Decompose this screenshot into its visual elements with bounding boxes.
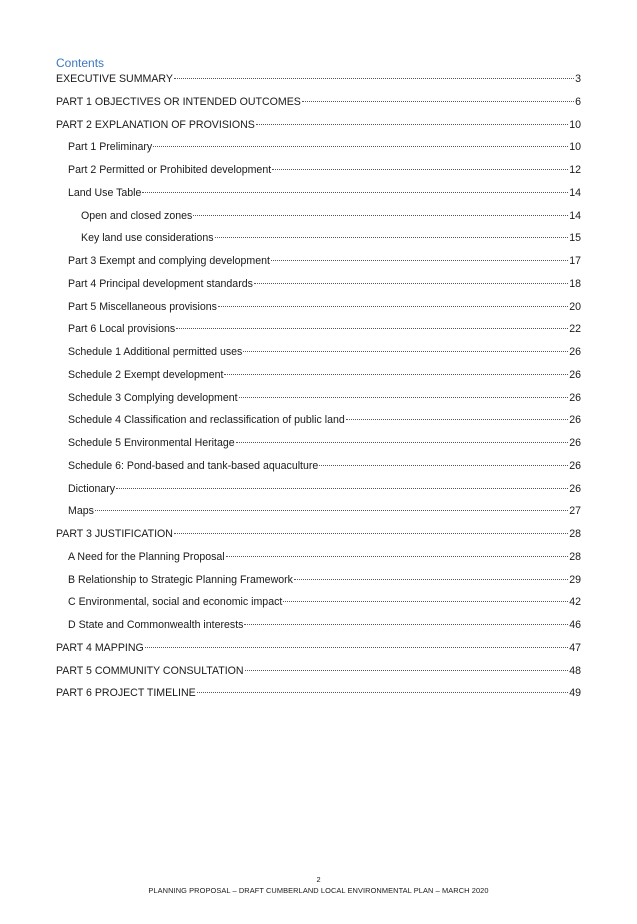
toc-entry[interactable] <box>56 595 581 618</box>
toc-entry-page-number: 18 <box>569 277 581 290</box>
toc-entry-title: Open and closed zones <box>81 209 193 222</box>
toc-entry-title: D State and Commonwealth interests <box>68 619 244 631</box>
toc-entry-title: Land Use Table <box>68 186 142 199</box>
toc-entry-title: Dictionary <box>68 482 116 495</box>
footer-page-number: 2 <box>316 875 321 884</box>
toc-entry-page-number: 26 <box>569 482 581 495</box>
toc-entry[interactable] <box>56 140 581 163</box>
toc-dot-leader <box>239 396 569 398</box>
toc-entry[interactable] <box>56 391 581 414</box>
toc-entry-page-number: 3 <box>575 73 581 85</box>
toc-dot-leader <box>142 191 568 193</box>
toc-entry-title: Key land use considerations <box>81 232 214 245</box>
toc-entry[interactable] <box>56 300 581 323</box>
footer-document-title: PLANNING PROPOSAL – DRAFT CUMBERLAND LOCAL ENVIRONMENTAL PLAN – MARCH 2020 <box>148 886 489 895</box>
toc-entry-page-number: 14 <box>569 186 581 199</box>
toc-entry[interactable] <box>56 345 581 368</box>
toc-entry-title: Part 4 Principal development standards <box>68 277 253 290</box>
toc-entry-page-number: 26 <box>569 459 581 472</box>
toc-entry-page-number: 26 <box>569 346 581 358</box>
toc-dot-leader <box>243 350 568 352</box>
toc-dot-leader <box>197 691 568 693</box>
toc-dot-leader <box>218 305 568 307</box>
toc-entry-title: A Need for the Planning Proposal <box>68 550 225 563</box>
toc-dot-leader <box>272 168 568 170</box>
toc-entry-page-number: 10 <box>569 141 581 154</box>
toc-entry-page-number: 49 <box>569 687 581 700</box>
toc-entry[interactable] <box>56 413 581 436</box>
toc-entry-page-number: 15 <box>569 232 581 245</box>
toc-entry[interactable] <box>56 459 581 482</box>
toc-dot-leader <box>116 487 568 489</box>
toc-entry-title: Schedule 6: Pond-based and tank-based aquaculture <box>68 459 319 472</box>
toc-entry[interactable] <box>56 504 581 527</box>
toc-entry-page-number: 22 <box>569 323 581 336</box>
toc-dot-leader <box>174 77 574 79</box>
toc-dot-leader <box>95 509 568 511</box>
toc-entry-title: PART 1 OBJECTIVES OR INTENDED OUTCOMES <box>56 95 301 108</box>
toc-dot-leader <box>245 669 569 671</box>
toc-entry-page-number: 26 <box>569 437 581 449</box>
toc-dot-leader <box>346 418 568 420</box>
toc-entry-title: PART 2 EXPLANATION OF PROVISIONS <box>56 118 255 131</box>
toc-entry-page-number: 26 <box>569 368 581 381</box>
toc-entry[interactable] <box>56 436 581 459</box>
toc-entry-page-number: 29 <box>569 573 581 586</box>
toc-dot-leader <box>244 623 568 625</box>
toc-entry-title: Schedule 4 Classification and reclassification of public land <box>68 414 345 427</box>
toc-entry-title: PART 3 JUSTIFICATION <box>56 528 173 540</box>
toc-entry-title: Schedule 5 Environmental Heritage <box>68 437 235 449</box>
toc-dot-leader <box>224 373 568 375</box>
toc-entry[interactable] <box>56 277 581 300</box>
toc-entry[interactable] <box>56 664 581 687</box>
toc-dot-leader <box>302 100 574 102</box>
toc-entry[interactable] <box>56 368 581 391</box>
toc-dot-leader <box>226 555 569 557</box>
toc-entry-title: Schedule 1 Additional permitted uses <box>68 346 243 358</box>
toc-entry[interactable] <box>56 550 581 573</box>
toc-entry-title: Part 5 Miscellaneous provisions <box>68 300 217 313</box>
toc-entry-title: Part 2 Permitted or Prohibited development <box>68 164 272 176</box>
toc-entry-title: Schedule 2 Exempt development <box>68 368 224 381</box>
toc-dot-leader <box>271 259 568 261</box>
toc-entry[interactable] <box>56 209 581 232</box>
toc-entry-title: Part 3 Exempt and complying development <box>68 255 270 267</box>
toc-entry-page-number: 47 <box>569 641 581 654</box>
toc-dot-leader <box>145 646 568 648</box>
toc-entry-title: Part 6 Local provisions <box>68 323 176 336</box>
toc-dot-leader <box>215 236 569 238</box>
toc-dot-leader <box>193 214 568 216</box>
toc-entry-page-number: 28 <box>569 550 581 563</box>
toc-entry-title: Maps <box>68 505 94 518</box>
toc-dot-leader <box>174 532 568 534</box>
toc-entry-page-number: 20 <box>569 300 581 313</box>
toc-entry-page-number: 26 <box>569 414 581 427</box>
toc-entry-page-number: 48 <box>569 664 581 677</box>
table-of-contents <box>56 72 581 709</box>
toc-entry-page-number: 46 <box>569 619 581 631</box>
toc-entry-page-number: 12 <box>569 164 581 176</box>
toc-entry-title: EXECUTIVE SUMMARY <box>56 73 173 85</box>
toc-dot-leader <box>294 578 568 580</box>
toc-entry-page-number: 42 <box>569 596 581 609</box>
toc-entry[interactable] <box>56 618 581 641</box>
toc-dot-leader <box>256 123 568 125</box>
toc-entry-title: PART 4 MAPPING <box>56 641 144 654</box>
contents-heading: Contents <box>56 56 105 70</box>
toc-entry[interactable] <box>56 527 581 550</box>
toc-entry-title: Part 1 Preliminary <box>68 141 153 154</box>
toc-entry-page-number: 27 <box>569 505 581 518</box>
toc-dot-leader <box>319 464 568 466</box>
toc-entry[interactable] <box>56 641 581 664</box>
toc-entry-title: C Environmental, social and economic impact <box>68 596 283 609</box>
toc-entry-title: PART 6 PROJECT TIMELINE <box>56 687 196 700</box>
toc-entry-page-number: 28 <box>569 528 581 540</box>
toc-entry[interactable] <box>56 163 581 186</box>
toc-dot-leader <box>283 600 568 602</box>
toc-entry[interactable] <box>56 482 581 505</box>
toc-entry[interactable] <box>56 95 581 118</box>
toc-entry-page-number: 10 <box>569 118 581 131</box>
toc-entry[interactable] <box>56 322 581 345</box>
toc-dot-leader <box>254 282 568 284</box>
toc-entry[interactable] <box>56 231 581 254</box>
toc-entry-title: Schedule 3 Complying development <box>68 391 238 404</box>
toc-entry[interactable] <box>56 686 581 709</box>
toc-entry-page-number: 17 <box>569 255 581 267</box>
toc-dot-leader <box>236 441 569 443</box>
toc-entry-title: PART 5 COMMUNITY CONSULTATION <box>56 664 244 677</box>
toc-entry-page-number: 26 <box>569 391 581 404</box>
toc-entry-page-number: 14 <box>569 209 581 222</box>
toc-entry[interactable] <box>56 118 581 141</box>
toc-entry[interactable] <box>56 254 581 277</box>
toc-dot-leader <box>153 145 568 147</box>
toc-entry[interactable] <box>56 573 581 596</box>
toc-entry-page-number: 6 <box>575 95 581 108</box>
toc-entry[interactable] <box>56 72 581 95</box>
toc-entry[interactable] <box>56 186 581 209</box>
toc-entry-title: B Relationship to Strategic Planning Framework <box>68 573 293 586</box>
toc-dot-leader <box>176 327 568 329</box>
